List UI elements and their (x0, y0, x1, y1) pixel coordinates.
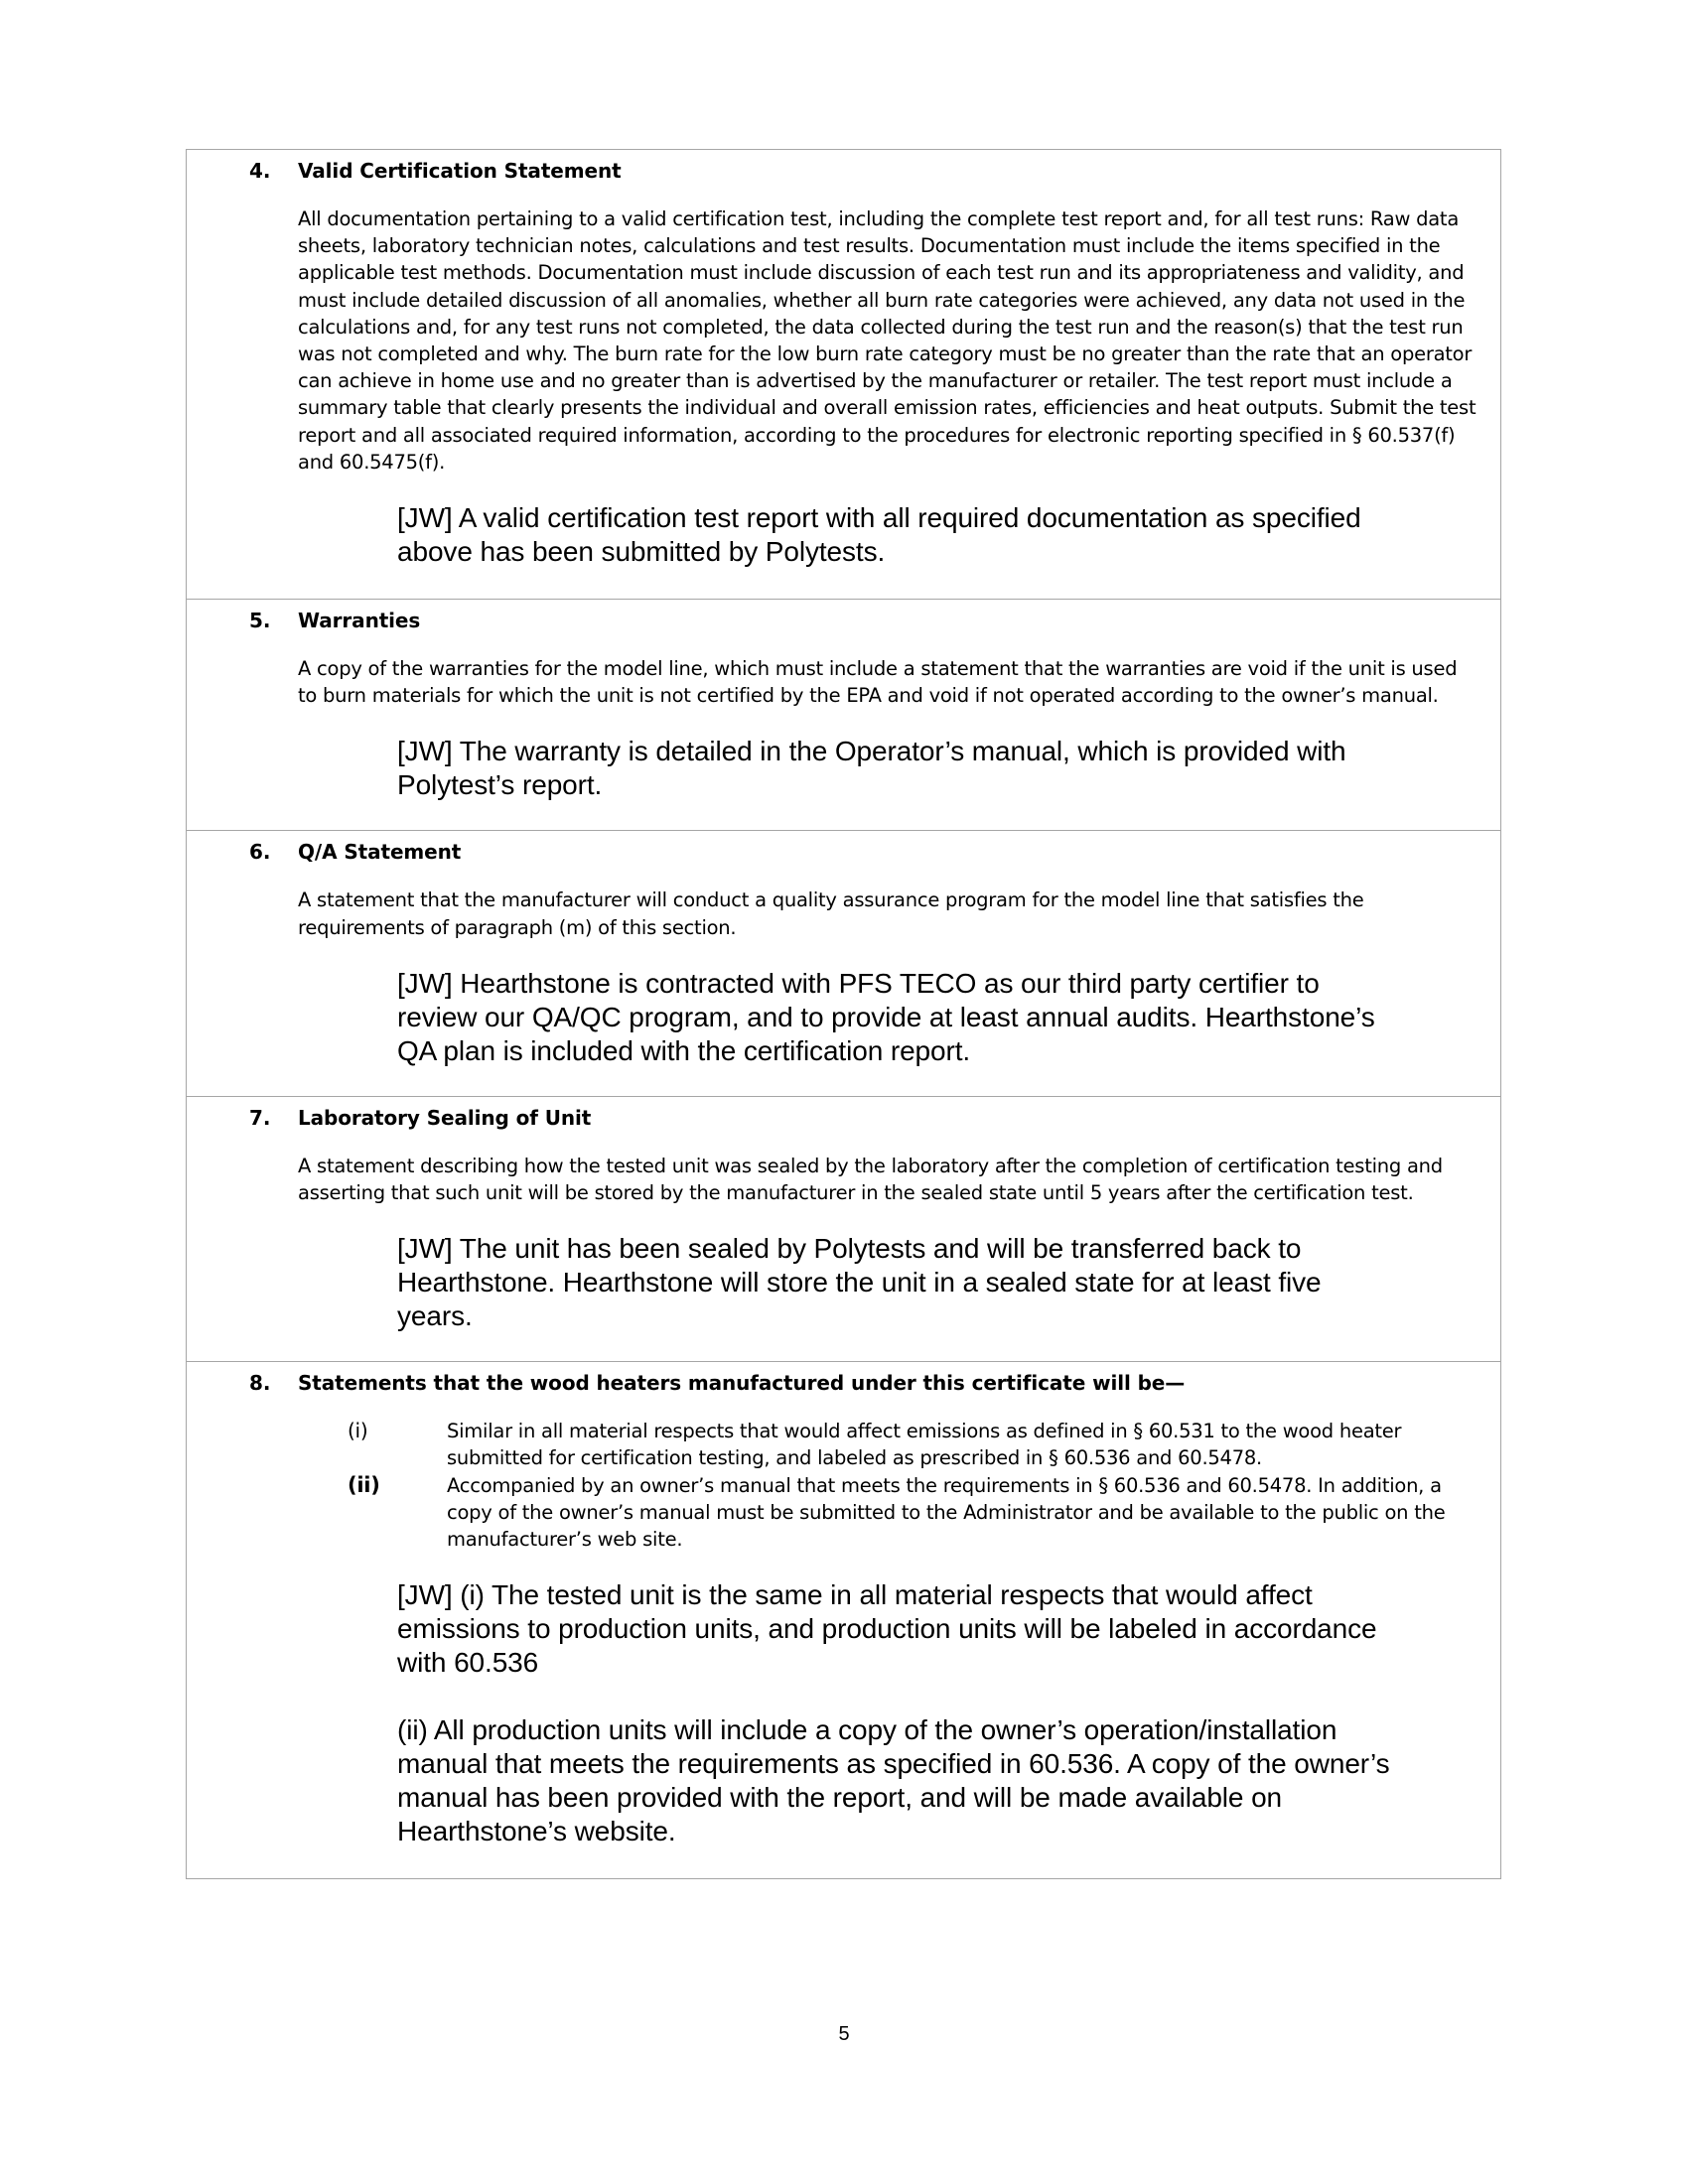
response-text: [JW] The warranty is detailed in the Operator’s manual, which is provided with Polytest’s report. (397, 736, 1346, 801)
section-number: 8. (249, 1371, 271, 1396)
section-response (397, 967, 1390, 1068)
section-title: Valid Certification Statement (298, 159, 622, 183)
section-header (187, 837, 1477, 867)
section-requirement-text: A statement describing how the tested unit was sealed by the laboratory after the completion of certification testing and asserting that such unit will be stored by the manufacturer in the sealed state until 5 years after the certification test. (298, 1154, 1443, 1205)
response-text: [JW] (i) The tested unit is the same in all material respects that would affect emissions to production units, and production units will be labeled in accordance with 60.536 (397, 1579, 1377, 1679)
page-number: 5 (838, 2023, 850, 2045)
requirements-table (186, 149, 1501, 1879)
section-valid-certification (187, 156, 1500, 599)
sub-requirement-list (187, 1418, 1477, 1553)
section-laboratory-sealing (187, 1096, 1500, 1361)
sub-requirement-label: (ii) (348, 1472, 380, 1497)
section-number: 5. (249, 609, 271, 633)
section-requirement-text: A copy of the warranties for the model line, which must include a statement that the warranties are void if the unit is used to burn materials for which the unit is not certified by the EPA and void if not operated according to the owner’s manual. (298, 657, 1458, 708)
section-header (187, 606, 1477, 635)
response-text: [JW] Hearthstone is contracted with PFS TECO as our third party certifier to review our QA/QC program, and to provide at least annual audits. Hearthstone’s QA plan is included with the certification report. (397, 967, 1375, 1066)
sub-requirement-item (187, 1472, 1477, 1554)
section-requirement-text: A statement that the manufacturer will conduct a quality assurance program for the model line that satisfies the requirements of paragraph (m) of this section. (298, 888, 1364, 939)
section-number: 7. (249, 1105, 271, 1130)
sub-requirement-text: Similar in all material respects that would affect emissions as defined in § 60.531 to the wood heater submitted for certification testing, and labeled as prescribed in § 60.536 and 60.5478. (447, 1420, 1402, 1470)
section-requirement-text: All documentation pertaining to a valid certification test, including the complete test report and, for all test runs: Raw data sheets, laboratory technician notes, calculations and test results. Documentation must include the items specified in the applicable test methods. Documentation must include discussion of each test run and its appropriateness and validity, and must include detailed discussion of all anomalies, whether all burn rate categories were achieved, any data not used in the calculations and, for any test runs not completed, the data collected during the test run and the reason(s) that the test run was not completed and why. The burn rate for the low burn rate category must be no greater than the rate that an operator can achieve in home use and no greater than is advertised by the manufacturer or retailer. The test report must include a summary table that clearly presents the individual and overall emission rates, efficiencies and heat outputs. Submit the test report and all associated required information, according to the procedures for electronic reporting specified in § 60.537(f) and 60.5475(f). (298, 207, 1477, 474)
sub-requirement-label: (i) (348, 1419, 368, 1443)
section-response (397, 1578, 1390, 1848)
sub-requirement-text: Accompanied by an owner’s manual that meets the requirements in § 60.536 and 60.5478. In addition, a copy of the owner’s manual must be submitted to the Administrator and be available to the public on the manufacturer’s web site. (447, 1473, 1446, 1552)
section-header (187, 1103, 1477, 1133)
section-number: 6. (249, 840, 271, 865)
section-response (397, 1232, 1390, 1333)
response-text: (ii) All production units will include a copy of the owner’s operation/installation manual that meets the requirements as specified in 60.536. A copy of the owner’s manual has been provided with the report, and will be made available on Hearthstone’s website. (397, 1714, 1390, 1847)
section-wood-heater-statements (187, 1361, 1500, 1878)
section-qa-statement (187, 830, 1500, 1095)
section-response (397, 735, 1390, 802)
response-text: [JW] A valid certification test report with all required documentation as specified above has been submitted by Polytests. (397, 502, 1361, 568)
section-title: Laboratory Sealing of Unit (298, 1105, 592, 1130)
section-header (187, 1368, 1477, 1398)
section-title: Statements that the wood heaters manufactured under this certificate will be— (298, 1371, 1186, 1396)
section-title: Q/A Statement (298, 840, 462, 865)
section-warranties (187, 599, 1500, 830)
section-title: Warranties (298, 609, 421, 633)
section-number: 4. (249, 159, 271, 183)
section-response (397, 501, 1390, 569)
section-header (187, 156, 1477, 186)
sub-requirement-item (187, 1418, 1477, 1471)
response-text: [JW] The unit has been sealed by Polytests and will be transferred back to Hearthstone. Hearthstone will store the unit in a sealed state for at least five years. (397, 1233, 1322, 1332)
